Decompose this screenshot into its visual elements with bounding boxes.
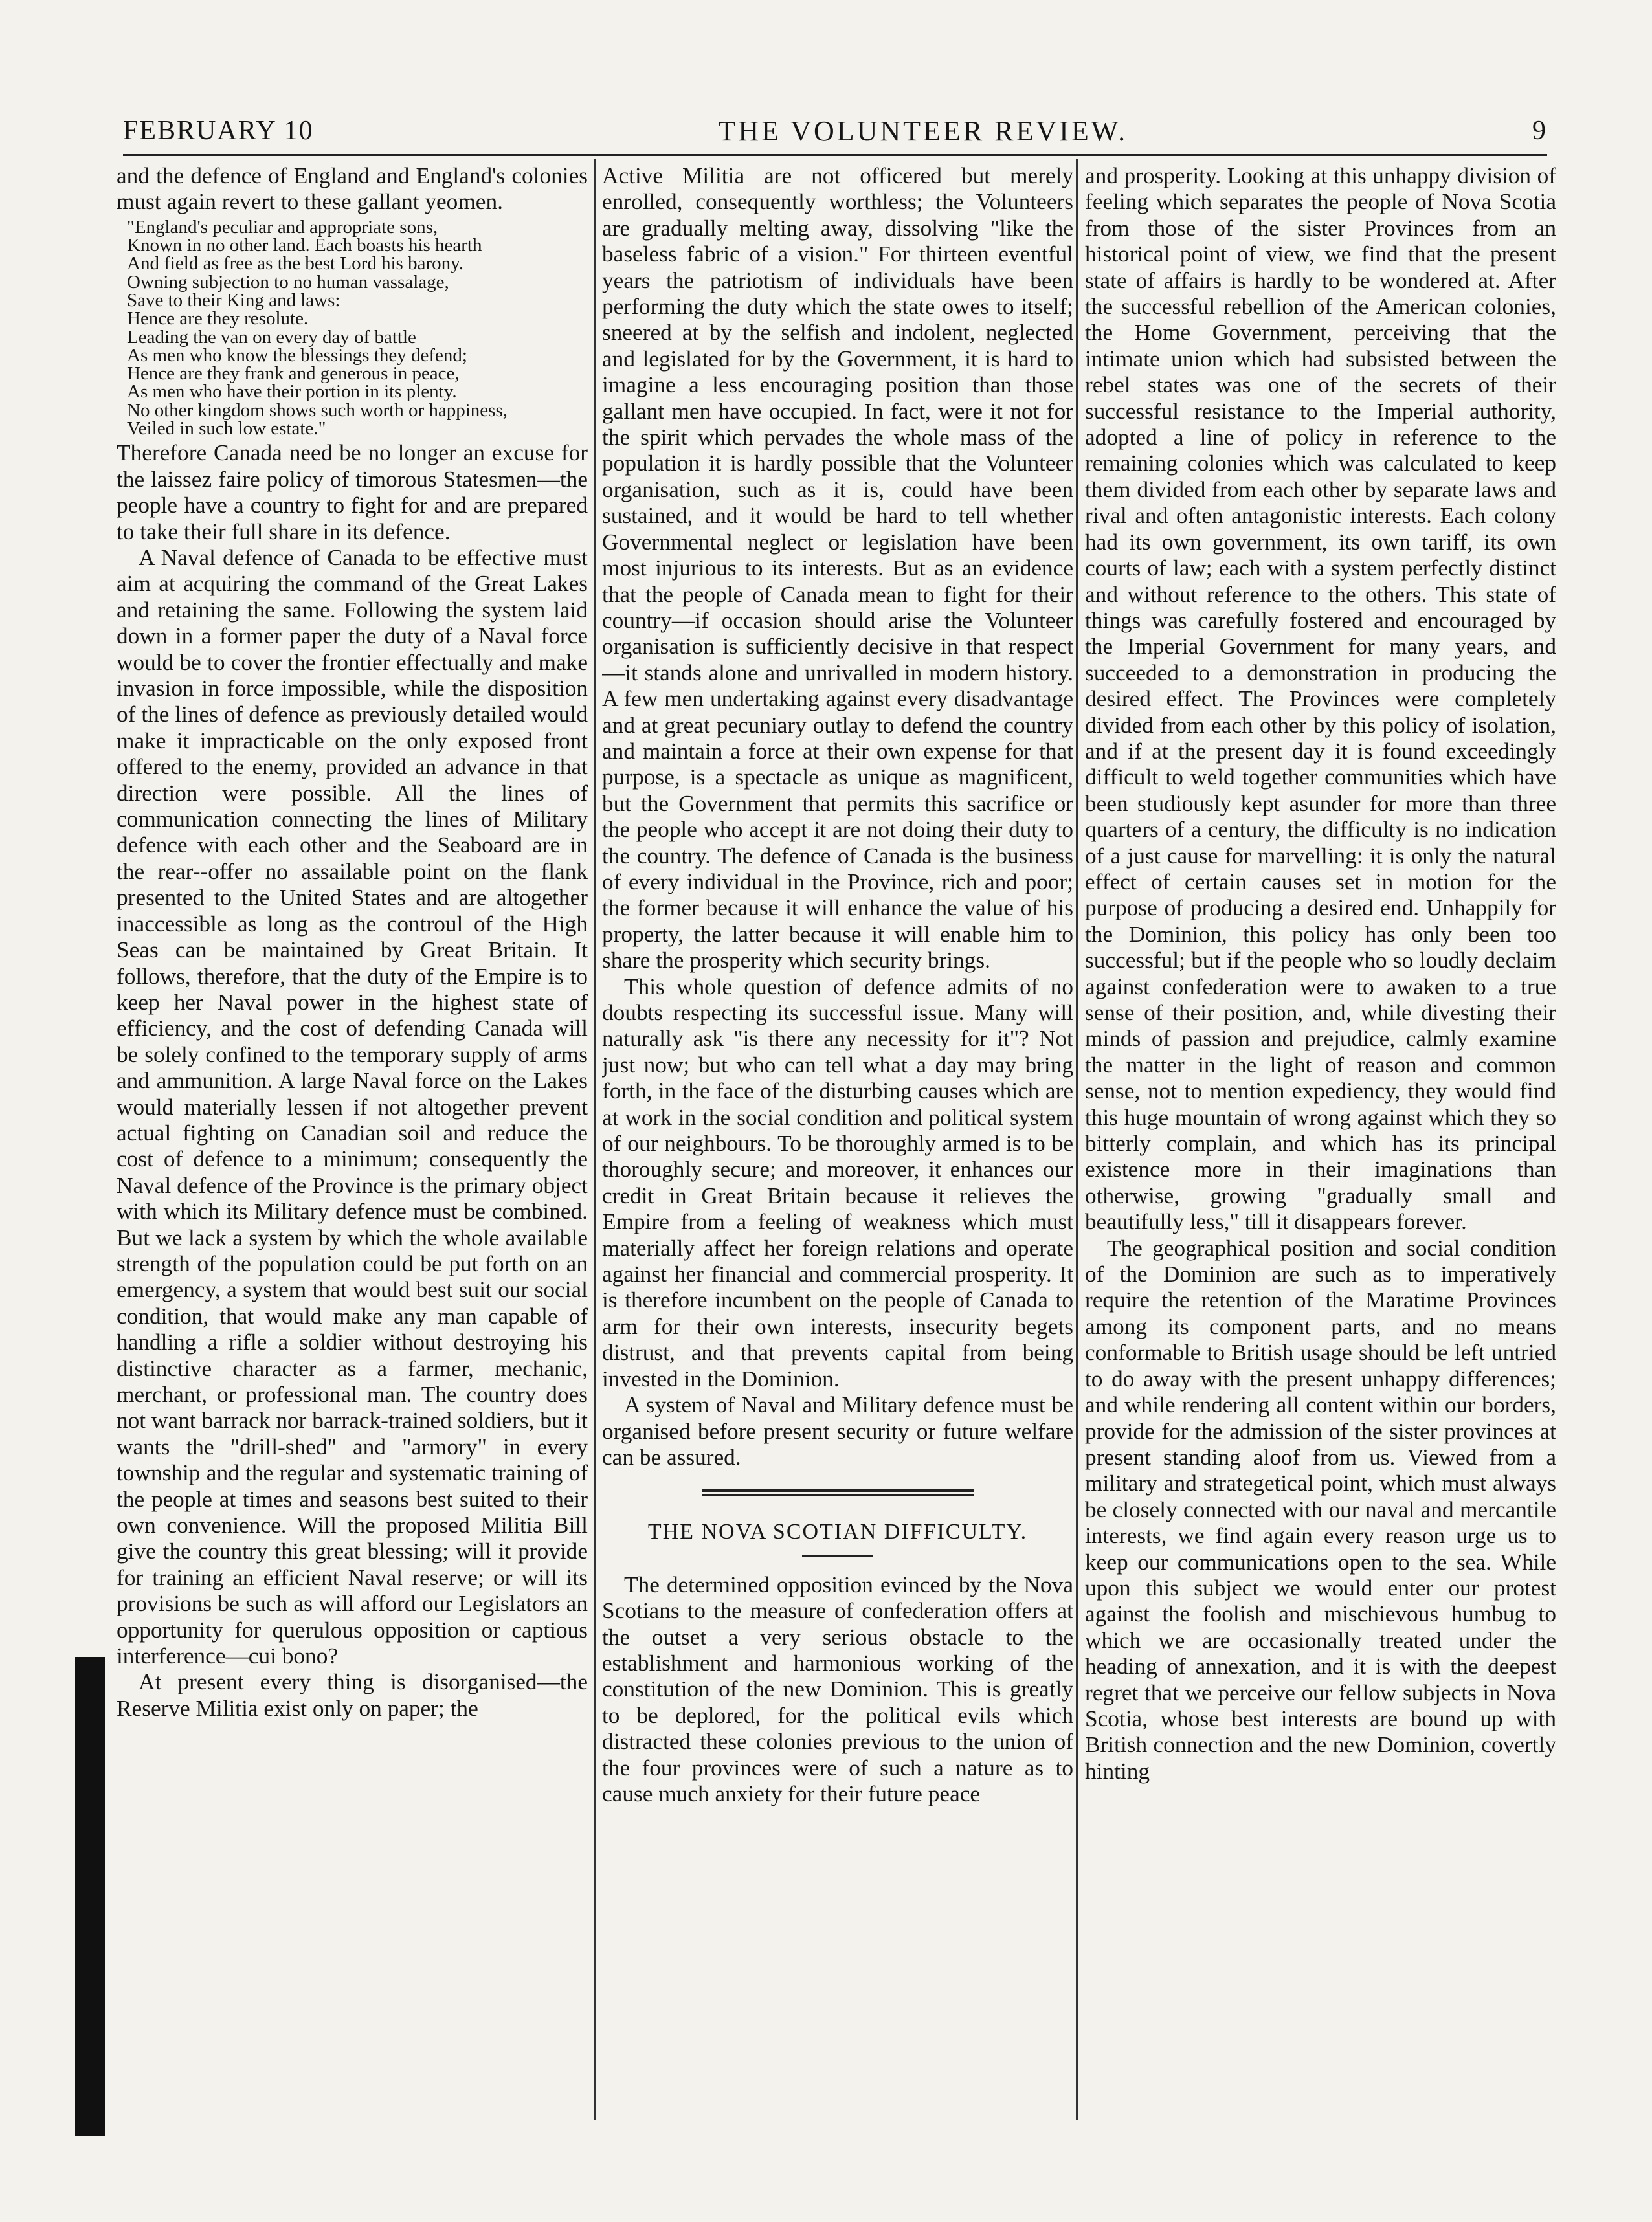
newspaper-title: THE VOLUNTEER REVIEW. (718, 115, 1128, 147)
paragraph: A Naval defence of Canada to be effective must aim at acquiring the command of the Great Lakes and retaining the same. Following the system laid down in a former paper the duty of a Naval force would be to cover the frontier effectually and make invasion in force impossible, while the disposition of the lines of defence as previously detailed would make it impracticable on the only exposed front offered to the enemy, provided an advance in that direction were possible. All the lines of communication connecting the lines of Military defence with each other and the Seaboard are in the rear--offer no assailable point on the flank presented to the United States and are altogether inaccessible as long as the controul of the High Seas can be maintained by Great Britain. It follows, therefore, that the duty of the Empire is to keep her Naval power in the highest state of efficiency, and the cost of defending Canada will be solely confined to the temporary supply of arms and ammunition. A large Naval force on the Lakes would materially lessen if not altogether prevent actual fighting on Canadian soil and reduce the cost of defence to a minimum; consequently the Naval defence of the Province is the primary object with which its Military defence must be combined. But we lack a system by which the whole available strength of the population could be put forth on an emergency, a system that would best suit our social condition, that would make any man capable of handling a rifle a soldier without destroying his distinctive character as a farmer, mechanic, merchant, or professional man. The country does not want barrack nor barrack-trained soldiers, but it wants the "drill-shed" and "armory" in every township and the regular and systematic training of the people at times and seasons best suited to their own convenience. Will the proposed Militia Bill give the country this great blessing; will it provide for training an efficient Naval reserve; or will its provisions be such as will afford our Legislators an opportunity for querulous opposition or captious interference—cui bono? (117, 545, 588, 1669)
paragraph: The geographical position and social condition of the Dominion are such as to imperatively require the retention of the Maratime Provinces among its component parts, and no means conformable to British usage should be left untried to do away with the present unhappy differences; and while rendering all content within our borders, provide for the admission of the sister provinces at present standing aloof from us. Viewed from a military and strategetical point, which must always be closely connected with our naval and mercantile interests, we find again every reason urge us to keep our communications open to the sea. While upon this subject we would enter our protest against the foolish and mischievous humbug to which we are occasionally treated under the heading of annexation, and it is with the deepest regret that we perceive our fellow subjects in Nova Scotia, whose best interests are bound up with British connection and the new Dominion, covertly hinting (1085, 1235, 1556, 1784)
paragraph: and prosperity. Looking at this unhappy division of feeling which separates the people of Nova Scotia from those of the sister Provinces from an historical point of view, we find that the present state of affairs is hardly to be wondered at. After the successful rebellion of the American colonies, the Home Government, perceiving that the intimate union which had subsisted between the rebel states was one of the secrets of their successful resistance to the Imperial authority, adopted a line of policy in reference to the remaining colonies which was calculated to keep them divided from each other by separate laws and rival and often antagonistic interests. Each colony had its own government, its own tariff, its own courts of law; each with a system perfectly distinct and without reference to the others. This state of things was carefully fostered and encouraged by the Imperial Government for many years, and succeeded to a demonstration in producing the desired effect. The Provinces were completely divided from each other by this policy of isolation, and if at the present day it is found exceedingly difficult to weld together communities which have been studiously kept asunder for more than three quarters of a century, the difficulty is no indication of a just cause for marvelling: it is only the natural effect of certain causes set in motion for the purpose of producing a desired end. Unhappily for the Dominion, this policy has only been too successful; but if the people who so loudly declaim against confederation were to awaken to a true sense of their position, and, while divesting their minds of passion and prejudice, calmly examine the matter in the light of reason and common sense, not to mention expediency, they would find this huge mountain of wrong against which they so bitterly complain, and which has its principal existence more in their imaginations than otherwise, growing "gradually small and beautifully less," till it disappears forever. (1085, 163, 1556, 1235)
section-rule (702, 1489, 974, 1496)
poem-line: Leading the van on every day of battle (127, 326, 416, 348)
poem-line: As men who know the blessings they defend; (127, 344, 467, 366)
poem-line: Veiled in such low estate." (127, 418, 326, 439)
poem-line: Owning subjection to no human vassalage, (127, 271, 449, 293)
poem-line: Save to their King and laws: (127, 290, 340, 311)
column-1 (117, 163, 588, 2111)
column-2 (602, 163, 1073, 2111)
paragraph: Therefore Canada need be no longer an excuse for the laissez faire policy of timorous Statesmen—the people have a country to fight for and are prepared to take their full share in its defence. (117, 440, 588, 544)
poem-line: Known in no other land. Each boasts his hearth (127, 235, 482, 256)
header-date: FEBRUARY 10 (123, 116, 314, 146)
poem-line: Hence are they resolute. (127, 308, 309, 329)
title-underline (802, 1555, 873, 1557)
margin-marker (75, 1657, 105, 2136)
poem-quote (127, 218, 588, 438)
poem-line: And field as free as the best Lord his barony. (127, 253, 463, 274)
section-title: THE NOVA SCOTIAN DIFFICULTY. (647, 1520, 1028, 1544)
paragraph: This whole question of defence admits of no doubts respecting its successful issue. Many will naturally ask "is there any necessity for it"? Not just now; but who can tell what a day may bring forth, in the face of the disturbing causes which are at work in the social condition and political system of our neighbours. To be thoroughly armed is to be thoroughly secure; and moreover, it enhances our credit in Great Britain because it relieves the Empire from a feeling of weakness which must materially affect her foreign relations and operate against her financial and commercial prosperity. It is therefore incumbent on the people of Canada to arm for their own interests, insecurity begets distrust, and that prevents capital from being invested in the Dominion. (602, 973, 1073, 1392)
page-header (123, 111, 1547, 150)
poem-line: No other kingdom shows such worth or happiness, (127, 399, 508, 421)
paragraph: A system of Naval and Military defence must be organised before present security or future welfare can be assured. (602, 1392, 1073, 1470)
paragraph: The determined opposition evinced by the Nova Scotians to the measure of confederation offers at the outset a very serious obstacle to the establishment and harmonious working of the constitution of the new Dominion. This is greatly to be deplored, for the political evils which distracted these colonies previous to the union of the four provinces were of such a nature as to cause much anxiety for their future peace (602, 1572, 1073, 1806)
paragraph: At present every thing is disorganised—the Reserve Militia exist only on paper; the (117, 1669, 588, 1721)
poem-line: "England's peculiar and appropriate sons, (127, 216, 438, 238)
column-divider-2 (1076, 159, 1078, 2120)
page-number: 9 (1532, 116, 1547, 146)
paragraph: Active Militia are not officered but merely enrolled, consequently worthless; the Volunteers are gradually melting away, dissolving "like the baseless fabric of a vision." For thirteen eventful years the patriotism of individuals have been performing the duty which the state owes to itself; sneered at by the selfish and indolent, neglected and legislated for by the Government, it is hard to imagine a less encouraging position than those gallant men have occupied. In fact, were it not for the spirit which pervades the whole mass of the population it is hardly possible that the Volunteer organisation, such as it is, could have been sustained, and it would be hard to tell whether Governmental neglect or legislation have been most injurious to its interests. But as an evidence that the people of Canada mean to fight for their country—if occasion should arise the Volunteer organisation is sufficiently decisive in that respect—it stands alone and unrivalled in modern history. A few men undertaking against every disadvantage and at great pecuniary outlay to defend the country and maintain a force at their own expense for that purpose, is a spectacle as unique as magnificent, but the Government that permits this sacrifice or the people who accept it are not doing their duty to the country. The defence of Canada is the business of every individual in the Province, rich and poor; the former because it will enhance the value of his property, the latter because it will enable him to share the prosperity which security brings. (602, 163, 1073, 973)
poem-line: As men who have their portion in its plenty. (127, 381, 457, 403)
header-rule (123, 154, 1547, 156)
poem-line: Hence are they frank and generous in peace, (127, 363, 460, 384)
column-divider-1 (594, 159, 596, 2120)
paragraph: and the defence of England and England's colonies must again revert to these gallant yeomen. (117, 163, 588, 215)
column-3 (1085, 163, 1556, 2111)
